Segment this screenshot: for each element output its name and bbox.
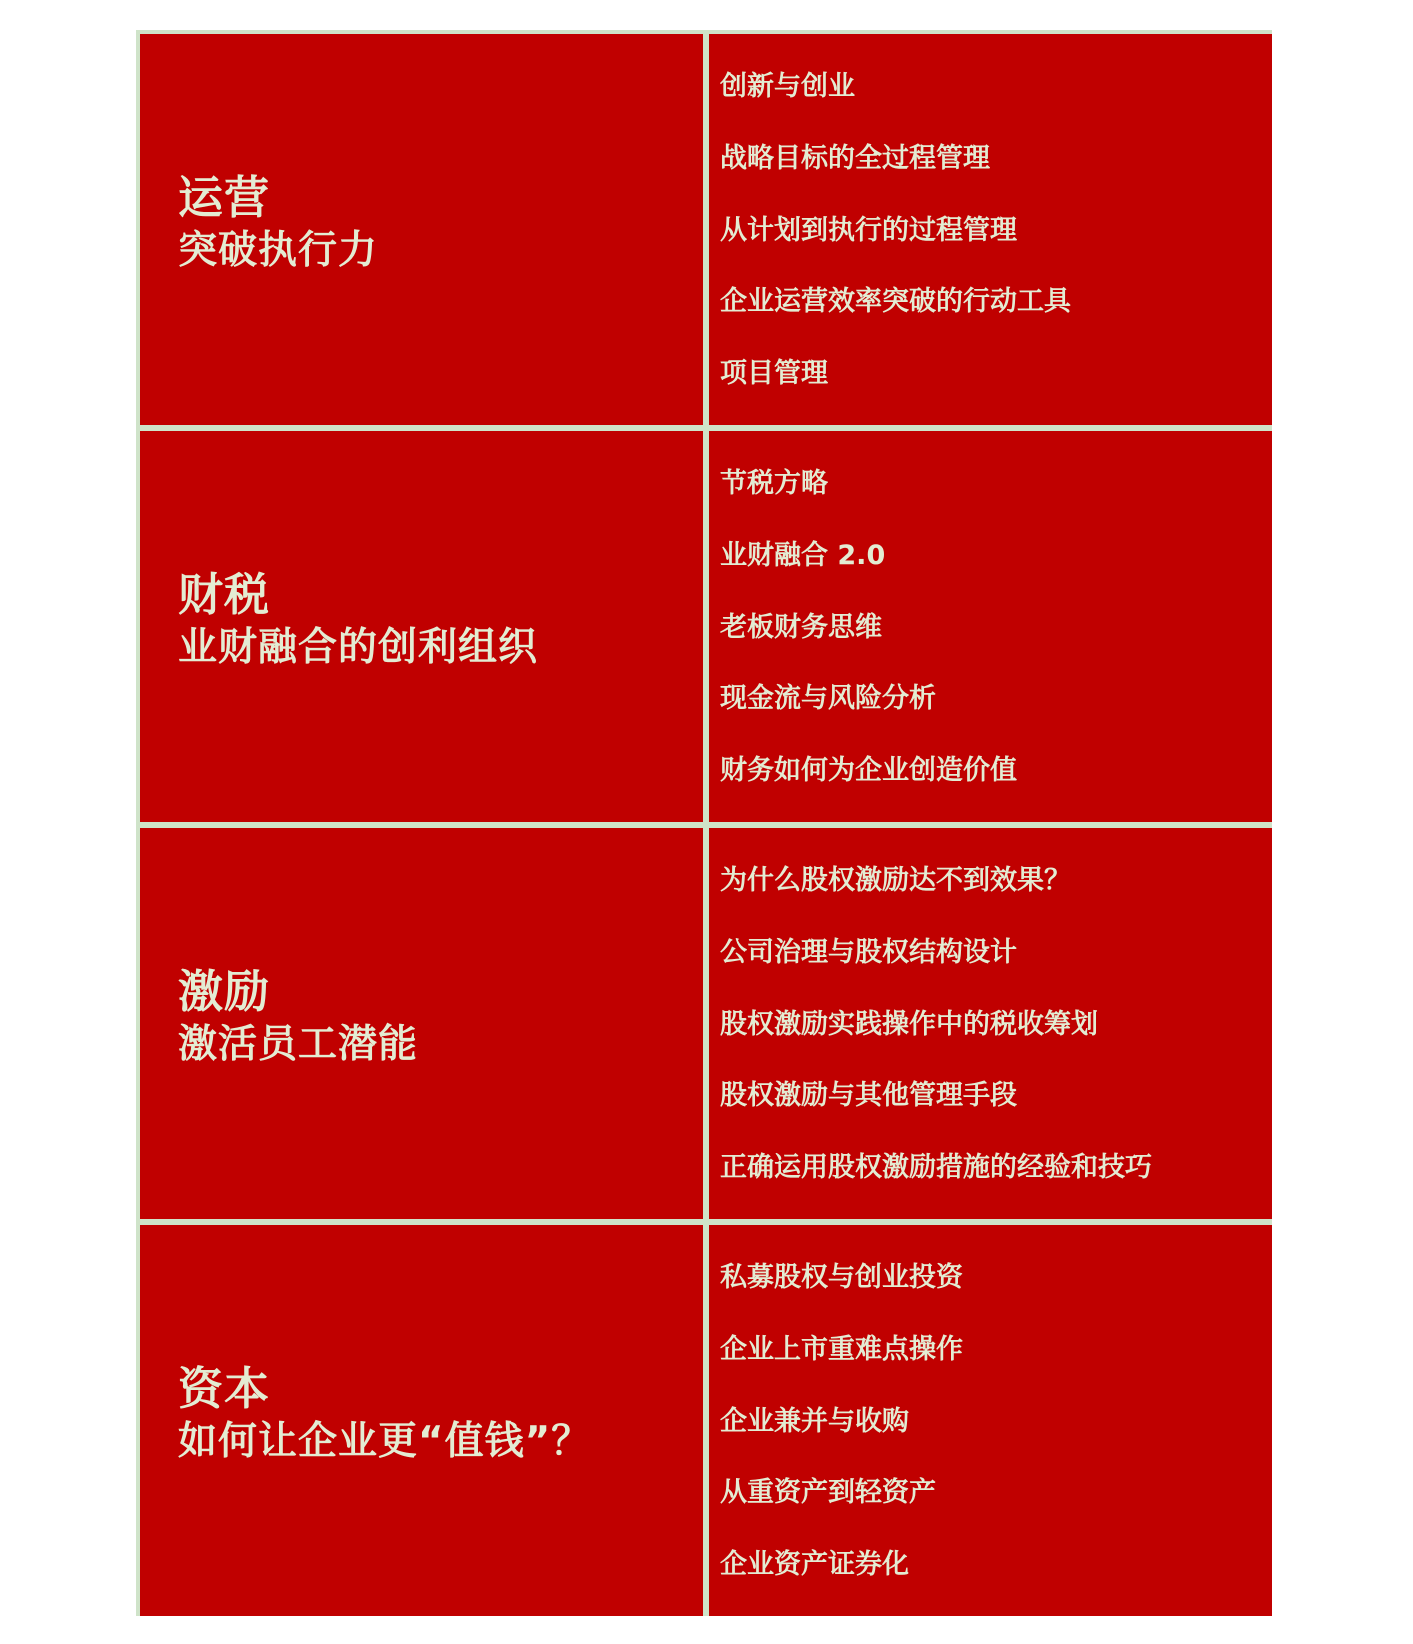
list-item: 项目管理 xyxy=(720,358,828,389)
section-subtitle: 突破执行力 xyxy=(178,227,379,273)
list-item: 股权激励实践操作中的税收筹划 xyxy=(720,1008,1098,1040)
section-title: 资本 xyxy=(178,1361,271,1415)
list-item: 节税方略 xyxy=(720,468,828,499)
section-title: 运营 xyxy=(178,170,271,224)
list-item: 公司治理与股权结构设计 xyxy=(720,936,1017,968)
section-operations-items xyxy=(709,34,1272,425)
section-capital-items xyxy=(709,1225,1272,1616)
section-operations-header xyxy=(140,34,703,425)
list-item: 现金流与风险分析 xyxy=(720,683,936,715)
section-title: 激励 xyxy=(178,964,271,1018)
list-item: 正确运用股权激励措施的经验和技巧 xyxy=(720,1152,1152,1183)
list-item: 企业运营效率突破的行动工具 xyxy=(720,286,1071,318)
section-finance-tax-items xyxy=(709,431,1272,822)
list-item: 从重资产到轻资产 xyxy=(720,1477,936,1509)
list-item: 老板财务思维 xyxy=(720,611,882,643)
list-item: 业财融合 2.0 xyxy=(720,539,886,571)
list-item: 为什么股权激励达不到效果？ xyxy=(720,865,1071,896)
section-subtitle: 激活员工潜能 xyxy=(178,1021,419,1067)
section-subtitle: 如何让企业更“值钱”？ xyxy=(178,1418,592,1464)
course-table xyxy=(136,30,1272,1616)
section-incentive-items xyxy=(709,828,1272,1219)
list-item: 企业上市重难点操作 xyxy=(720,1333,963,1365)
list-item: 私募股权与创业投资 xyxy=(720,1262,963,1293)
section-title: 财税 xyxy=(178,567,271,621)
list-item: 从计划到执行的过程管理 xyxy=(720,214,1017,246)
list-item: 企业资产证券化 xyxy=(720,1549,909,1580)
list-item: 创新与创业 xyxy=(720,71,855,102)
section-subtitle: 业财融合的创利组织 xyxy=(178,624,539,670)
section-capital-header xyxy=(140,1225,703,1616)
list-item: 股权激励与其他管理手段 xyxy=(720,1080,1017,1112)
list-item: 战略目标的全过程管理 xyxy=(720,142,990,174)
section-incentive-header xyxy=(140,828,703,1219)
list-item: 企业兼并与收购 xyxy=(720,1405,909,1437)
list-item: 财务如何为企业创造价值 xyxy=(720,755,1017,786)
section-finance-tax-header xyxy=(140,431,703,822)
